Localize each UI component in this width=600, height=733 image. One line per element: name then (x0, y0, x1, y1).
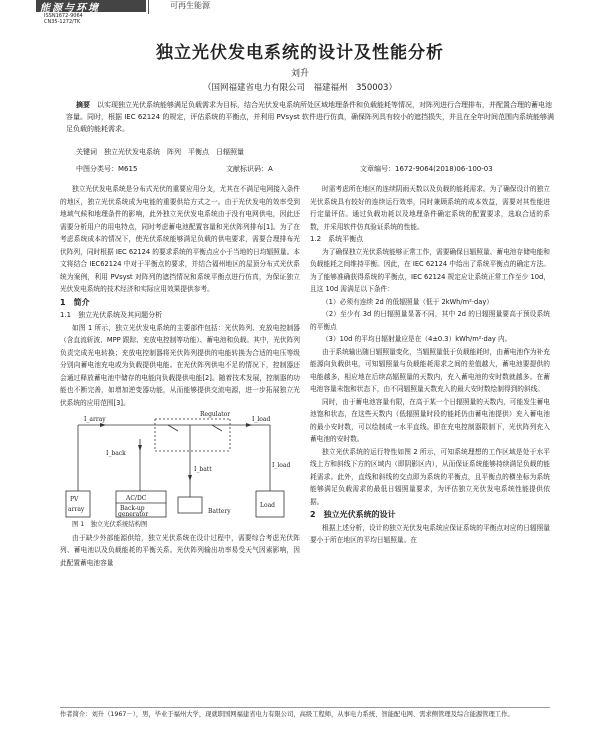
abstract-label: 摘要 (76, 101, 90, 109)
label-load: Load (260, 502, 276, 509)
label-backup: Back-up (120, 505, 145, 512)
left-column (60, 183, 300, 569)
figure-1-diagram (60, 411, 298, 519)
paragraph-system-structure: 如图 1 所示，独立光伏发电系统的主要部件包括：光伏阵列、充放电控制器（含直流斩波、MPP 跟踪、充放电控制等功能）、蓄电池和负载。其中，光伏阵列负责完成光电转换；充放电控制器将光伏阵列提供的电能转换为合适的电压等级分别向蓄电池充电或为负载提供电能。在光伏阵列供电不足的情况下，控制器还会通过释放蓄电池中储存的电能向负载提供电能[2]。随着技术发展，控制器的功能也不断完善，如增加逆变器功能，从而能够提供交流电源，进一步拓展独立光伏系统的应用范围[3]。 (60, 323, 300, 407)
article-number: 文章编号：1672-9064(2018)06-100-03 (360, 165, 493, 173)
subsection-heading-1-1: 1.1 独立光伏系统及其问题分析 (60, 311, 163, 319)
intro-paragraph: 独立光伏发电系统是分布式光伏的重要应用分支，尤其在不满足电网接入条件的地区，独立光伏系统成为电能的重要供给方式之一。由于光伏发电的效率受到地域气候和地理条件的影响，此外独立光伏发电系统由于没有电网供电，因此还需要分析用户的用电特点，同时考虑蓄电池配置容量和光伏阵列排布[1]。为了在考虑系统成本的情况下，使光伏系统能够满足负载的供电要求，需要合理排布光伏阵列，同时根据 IEC 62124 的要求系统的平衡点应小于当地的日均辐照量。本文将结合 IEC62124 中对于平衡点的要求，并结合福州地区的屋顶分布式光伏系统为案例，利用 PVsyst 对阵列的遮挡情况和系统平衡点进行仿真，为保证独立光伏发电系统的技术经济和实际应用效果提供参考。 (60, 185, 300, 293)
section-heading-1: 1 简介 (60, 297, 90, 307)
label-generator: generator (118, 511, 149, 518)
right-column (310, 183, 550, 547)
label-acdc: AC/DC (126, 495, 147, 502)
condition-1: （1）必须有连续 2d 的低辐照量（低于 2kWh/m²·day） (322, 297, 493, 306)
abstract (66, 99, 554, 135)
system-structure-diagram (60, 411, 298, 519)
section-heading-2: 2 独立光伏系统的设计 (310, 510, 396, 519)
condition-3: （3）10d 的平均日辐射量应是在（4±0.3）kWh/m²·day 内。 (322, 335, 512, 343)
header-divider (148, 0, 149, 14)
label-battery: Battery (208, 508, 231, 515)
paragraph-battery-supplement: 由于系统输出随日辐照量变化，当辐照量低于负载能耗时，由蓄电池作为补充能源向负载供电，可知辐照量与负载能耗需求之间的差值越大，蓄电池要提供的电能越多，相应地在后续高辐照量的天数内，充入蓄电池的安时数就越多。在蓄电池容量未饱和状态下，由不同辐照量天数充入的最大安时数绘制得到的斜线。 (310, 347, 550, 393)
keywords-text: 独立光伏发电系统 阵列 平衡点 日辐照量 (104, 148, 244, 156)
label-i-batt: I_batt (194, 466, 212, 473)
journal-header (0, 0, 600, 28)
figure-1-caption: 图 1 独立光伏系统结构图 (72, 521, 148, 528)
document-code: 文献标识码：A (226, 165, 273, 173)
journal-issn (44, 13, 83, 25)
paragraph-design: 根据上述分析，设计的独立光伏发电系统应保证系统的平衡点对应的日辐照量要小于所在地区的平均日辐照量。在 (310, 523, 550, 544)
paragraph-balance-intro: 由于缺少外部能源供给，独立光伏系统在设计过程中，需要综合考虑光伏阵列、蓄电池以及负载能耗的平衡关系。光伏阵列输出功率易受天气因素影响，因此配置蓄电池容量 (60, 533, 300, 567)
label-regulator: Regulator (200, 411, 231, 418)
journal-logo-text: 能源与环境 (40, 3, 100, 14)
abstract-text: 以实现独立光伏系统能够满足负载需求为目标，结合光伏发电系统所处区域地理条件和负载能耗等情况，对阵列进行合理排布，并配置合理的蓄电池容量。同时，根据 IEC 62124 的规定，评估系统的平衡点，并利用 PVsyst 软件进行仿真，确保阵列具有较小的遮挡损失，并且在全年时间范围内系统能够满足负载的能耗需求。 (66, 101, 554, 133)
author-footnote: 作者简介：刘升（1967－），男，毕业于福州大学，现就职国网福建省电力有限公司，高级工程师，从事电力系统、智能配电网、需求侧管理及综合能源管理工作。 (60, 707, 550, 720)
subsection-heading-1-2: 1.2 系统平衡点 (310, 235, 364, 243)
journal-section: 可再生能源 (170, 1, 210, 10)
label-i-load-bottom: I_load (272, 462, 291, 469)
paragraph-balance-point: 为了确保独立光伏系统能够正常工作，需要确保日辐照量、蓄电池存储电能和负载能耗之间维持平衡。因此，在 IEC 62124 中给出了系统平衡点的确定方法。为了能够准确获得系统的平衡点，IEC 62124 规定应让系统正常工作至少 10d，且这 10d 需满足以下条件： (310, 247, 550, 293)
paragraph-battery-saturation: 同时，由于蓄电池容量有限，在高于某一个日辐照量的天数内，可能发生蓄电池饱和状态，在这些天数内（低辐照量时段的能耗仍由蓄电池提供）充入蓄电池的最小安时数，可以绘制成一水平直线。即在充电控制器限制下，光伏阵列充入蓄电池的安时数。 (310, 397, 550, 443)
paper-affiliation: （国网福建省电力有限公司 福建福州 350003） (203, 83, 397, 93)
paper-title: 独立光伏发电系统的设计及性能分析 (156, 43, 444, 63)
label-pv: PV (70, 496, 79, 503)
keywords (66, 147, 554, 157)
keywords-label: 关键词 (76, 148, 97, 156)
paper-author: 刘升 (290, 69, 309, 79)
label-i-load: I_load (252, 416, 271, 423)
label-i-array: I_array (84, 416, 106, 423)
condition-2: （2）至少有 3d 的日辐照量显著不同，其中 2d 的日辐照量要高于预设系统的平衡点 (310, 310, 550, 331)
label-i-back: I_back (106, 450, 126, 457)
cn-text: CN35-1272/TK (44, 19, 81, 25)
clc-number: 中图分类号：M615 (76, 165, 138, 173)
issn-text: ISSN1672-9064 (44, 13, 83, 19)
paragraph-continued: 时需考虑所在地区的连续阴雨天数以及负载的能耗需求。为了确保设计的独立光伏系统具有较好的连续运行效率，同时兼顾系统的成本效益，需要对其性能进行定量评估。通过负载功耗以及地理条件确定系统的配置要求，选取合适的系数，并采用软件仿真验证系统的性能。 (310, 185, 550, 231)
paragraph-operating-region: 独立光伏系统的运行特性如图 2 所示，可知系统理想的工作区域是处于水平线上方和斜线下方的区域内（即阴影区内），从而保证系统能够持续满足负载的能耗需求。此外，直线和斜线的交点即为系统的平衡点，且平衡点的横坐标为系统能够满足负载需求的最低日辐照量要求，为评估独立光伏发电系统性能提供依据。 (310, 447, 550, 506)
journal-logo (36, 0, 146, 12)
label-array: array (68, 506, 85, 513)
